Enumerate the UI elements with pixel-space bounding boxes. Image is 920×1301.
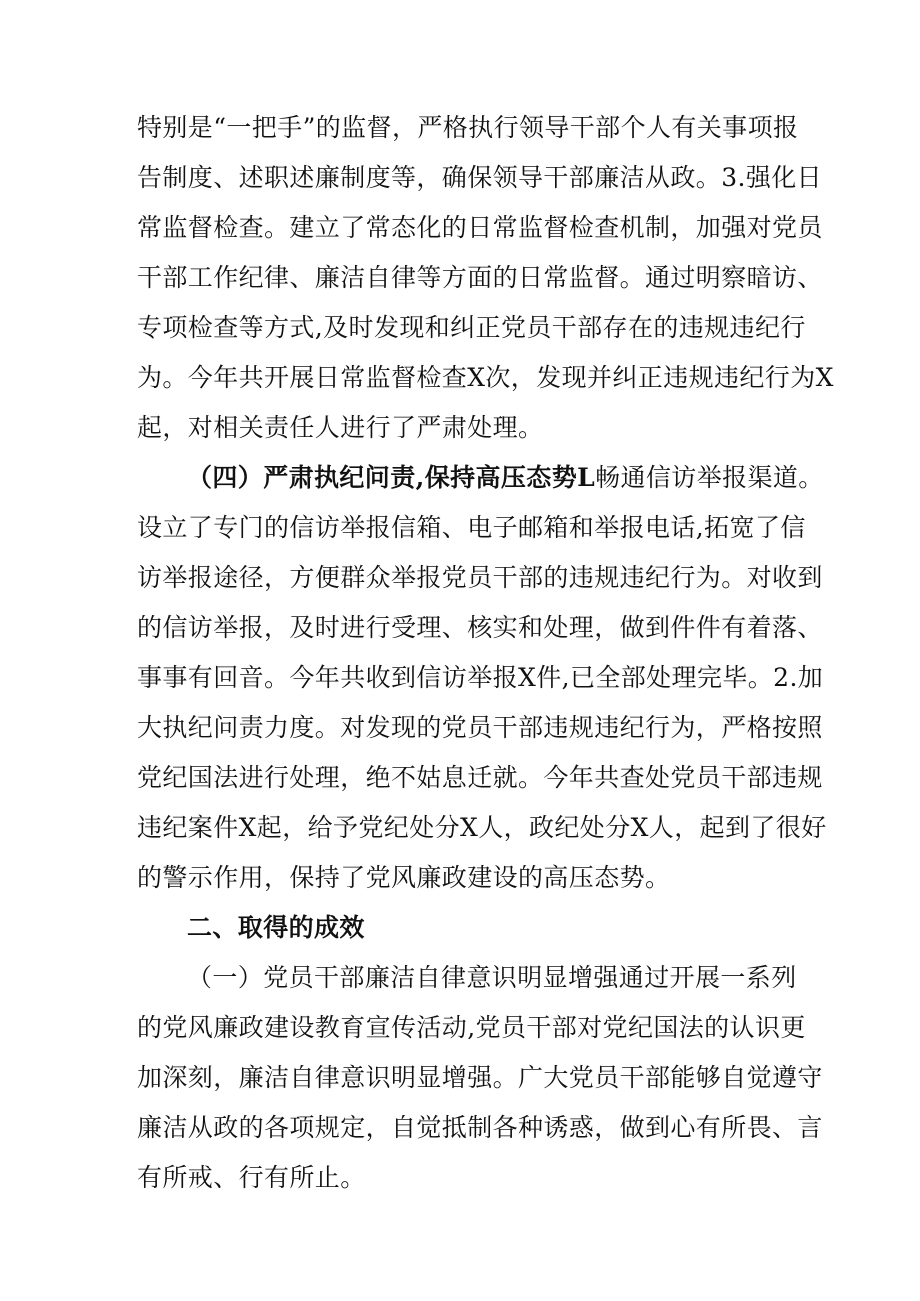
text-line: 党纪国法进行处理，绝不姑息迁就。今年共查处党员干部违规 bbox=[137, 763, 823, 792]
text-line: 廉洁从政的各项规定，自觉抵制各种诱惑，做到心有所畏、言 bbox=[137, 1113, 823, 1142]
text-line: 事事有回音。今年共收到信访举报X件,已全部处理完毕。2.加 bbox=[137, 663, 824, 692]
subsection-line: （一）党员干部廉洁自律意识明显增强通过开展一系列 bbox=[187, 963, 797, 992]
text-line: 大执纪问责力度。对发现的党员干部违规违纪行为，严格按照 bbox=[137, 713, 823, 742]
text-line: 的警示作用，保持了党风廉政建设的高压态势。 bbox=[137, 863, 671, 892]
text-line: 干部工作纪律、廉洁自律等方面的日常监督。通过明察暗访、 bbox=[137, 263, 823, 292]
text-line: 有所戒、行有所止。 bbox=[137, 1163, 366, 1192]
section-4-text: 畅通信访举报渠道。 bbox=[595, 463, 824, 492]
text-line: 违纪案件X起，给予党纪处分X人，政纪处分X人，起到了很好 bbox=[137, 813, 827, 842]
text-line: 的信访举报，及时进行受理、核实和处理，做到件件有着落、 bbox=[137, 613, 823, 642]
section-4-title: （四）严肃执纪问责,保持高压态势L bbox=[187, 463, 596, 492]
section-heading: 二、取得的成效 bbox=[187, 913, 365, 942]
text-line: 告制度、述职述廉制度等，确保领导干部廉洁从政。3.强化日 bbox=[137, 163, 823, 192]
text-line: 访举报途径，方便群众举报党员干部的违规违纪行为。对收到 bbox=[137, 563, 823, 592]
text-line: 的党风廉政建设教育宣传活动,党员干部对党纪国法的认识更 bbox=[137, 1013, 806, 1042]
text-line: 常监督检查。建立了常态化的日常监督检查机制，加强对党员 bbox=[137, 213, 823, 242]
text-line: 专项检查等方式,及时发现和纠正党员干部存在的违规违纪行 bbox=[137, 313, 806, 342]
text-line: 起，对相关责任人进行了严肃处理。 bbox=[137, 413, 544, 442]
text-line: 设立了专门的信访举报信箱、电子邮箱和举报电话,拓宽了信 bbox=[137, 513, 806, 542]
text-line: 加深刻，廉洁自律意识明显增强。广大党员干部能够自觉遵守 bbox=[137, 1063, 823, 1092]
section-4-line bbox=[187, 458, 847, 498]
text-line: 为。今年共开展日常监督检查X次，发现并纠正违规违纪行为X bbox=[137, 363, 834, 392]
text-line: 特别是“一把手”的监督，严格执行领导干部个人有关事项报 bbox=[137, 113, 799, 142]
